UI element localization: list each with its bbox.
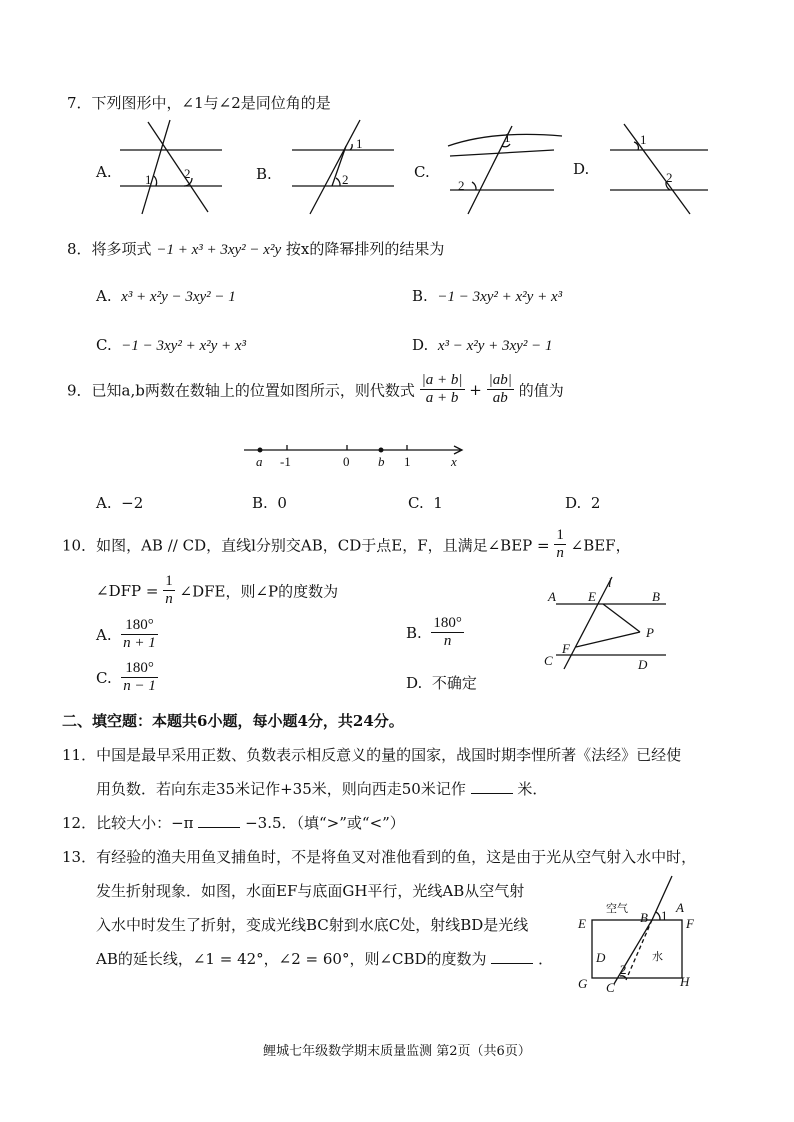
q9-option-b-text: 0 bbox=[277, 494, 287, 512]
q7-c-angle-2: 2 bbox=[458, 178, 465, 193]
q13-line4-suffix: ． bbox=[538, 950, 554, 968]
q8-option-d-label: D. bbox=[412, 336, 429, 354]
q13-label-b: B bbox=[640, 910, 648, 925]
q9-fraction-1-numerator: |a + b| bbox=[420, 372, 465, 390]
q13-label-a: A bbox=[676, 900, 684, 915]
q13-line3: 入水中时发生了折射，变成光线BC射到水底C处，射线BD是光线 bbox=[96, 916, 529, 934]
q11-line2-prefix: 用负数．若向东走35米记作+35米，则向西走50米记作 bbox=[96, 780, 466, 798]
q10-line2-suffix: ∠DFE，则∠P的度数为 bbox=[179, 582, 339, 601]
q8-option-a-label: A. bbox=[96, 287, 112, 305]
q9-axis-1: 1 bbox=[404, 454, 411, 469]
q13-label-e: E bbox=[578, 916, 586, 931]
q8-option-c bbox=[96, 336, 246, 355]
q7-d-angle-1: 1 bbox=[640, 132, 647, 147]
q7-figure-c bbox=[444, 118, 564, 218]
q10-option-b-fraction bbox=[431, 615, 464, 651]
q10-option-a-numerator: 180° bbox=[121, 617, 158, 635]
q9-stem-prefix: 9．已知a,b两数在数轴上的位置如图所示，则代数式 bbox=[67, 381, 415, 400]
q10-option-a-label: A. bbox=[96, 625, 112, 644]
q10-option-c-fraction bbox=[121, 660, 158, 696]
q10-fraction-1-numerator: 1 bbox=[554, 527, 566, 545]
q8-stem-suffix: 按x的降幂排列的结果为 bbox=[285, 240, 445, 258]
q9-number-line bbox=[240, 440, 470, 474]
q9-fraction-2-numerator: |ab| bbox=[487, 372, 514, 390]
q12-answer-blank[interactable] bbox=[198, 813, 240, 828]
q10-fraction-1-denominator: n bbox=[556, 545, 564, 562]
q12-prefix: 12．比较大小：−π bbox=[62, 814, 194, 832]
q9-option-a bbox=[96, 494, 143, 512]
q7-c-angle-1: 1 bbox=[504, 130, 511, 145]
q13-label-air: 空气 bbox=[606, 902, 628, 915]
q7-option-d-label: D. bbox=[573, 160, 590, 178]
q10-option-b bbox=[406, 615, 464, 651]
q9-fraction-1-denominator: a + b bbox=[425, 390, 459, 407]
q13-figure bbox=[576, 872, 696, 994]
q10-label-a: A bbox=[548, 589, 556, 604]
q7-b-angle-1: 1 bbox=[356, 136, 363, 151]
q9-option-b-label: B. bbox=[252, 494, 268, 512]
q7-a-angle-2: 2 bbox=[184, 166, 191, 181]
q9-option-c-text: 1 bbox=[433, 494, 443, 512]
q9-axis-b: b bbox=[378, 454, 385, 469]
q10-fraction-2 bbox=[163, 573, 175, 609]
q8-option-b-text: −1 − 3xy² + x²y + x³ bbox=[437, 289, 563, 305]
q10-option-d-text: 不确定 bbox=[431, 674, 477, 692]
q13-label-d: D bbox=[596, 950, 606, 965]
q13-label-water: 水 bbox=[652, 950, 663, 963]
section-2-title: 二、填空题：本题共6小题，每小题4分，共24分。 bbox=[62, 712, 404, 730]
q10-option-c bbox=[96, 660, 158, 696]
q13-line2: 发生折射现象．如图，水面EF与底面GH平行，光线AB从空气射 bbox=[96, 882, 525, 900]
q9-option-b bbox=[252, 494, 287, 512]
q13-line4-prefix: AB的延长线，∠1 = 42°，∠2 = 60°，则∠CBD的度数为 bbox=[96, 950, 487, 968]
q10-option-b-label: B. bbox=[406, 623, 422, 642]
q8-option-b-label: B. bbox=[412, 287, 428, 305]
q11-line2 bbox=[96, 778, 547, 799]
page-footer: 鲤城七年级数学期末质量监测 第2页（共6页） bbox=[263, 1044, 531, 1059]
q13-line1: 13．有经验的渔夫用鱼叉捕鱼时，不是将鱼叉对准他看到的鱼，这是由于光从空气射入水中时， bbox=[62, 848, 697, 866]
q11-answer-blank[interactable] bbox=[471, 779, 513, 794]
q13-angle-1: 1 bbox=[661, 908, 668, 923]
q10-option-d bbox=[406, 672, 477, 693]
q8-stem-prefix: 8．将多项式 bbox=[67, 240, 152, 258]
q13-label-h: H bbox=[680, 974, 690, 989]
q9-option-c-label: C. bbox=[408, 494, 424, 512]
q10-option-d-label: D. bbox=[406, 674, 423, 692]
q7-option-c-label: C. bbox=[414, 163, 430, 181]
q10-line1 bbox=[62, 527, 631, 563]
q9-plus: + bbox=[469, 380, 482, 399]
q8-option-b bbox=[412, 287, 562, 306]
q9-axis-x: x bbox=[451, 454, 457, 469]
q8-option-a-text: x³ + x²y − 3xy² − 1 bbox=[121, 289, 236, 305]
q9-option-d-label: D. bbox=[565, 494, 582, 512]
q12-suffix: −3.5．（填“>”或“<”） bbox=[245, 814, 405, 832]
q10-option-c-numerator: 180° bbox=[121, 660, 158, 678]
q10-line2-prefix: ∠DFP = bbox=[96, 581, 159, 600]
q7-b-angle-2: 2 bbox=[342, 172, 349, 187]
q13-line4 bbox=[96, 948, 553, 969]
q13-label-g: G bbox=[578, 976, 588, 991]
q13-angle-2: 2 bbox=[620, 962, 627, 977]
q8-option-d-text: x³ − x²y + 3xy² − 1 bbox=[437, 338, 553, 354]
q9-fraction-2 bbox=[487, 372, 514, 408]
q8-option-c-label: C. bbox=[96, 336, 112, 354]
q8-polynomial: −1 + x³ + 3xy² − x²y bbox=[156, 242, 282, 258]
q10-label-p: P bbox=[646, 625, 654, 640]
q13-answer-blank[interactable] bbox=[491, 949, 533, 964]
q8-stem bbox=[67, 238, 444, 259]
q9-fraction-2-denominator: ab bbox=[492, 390, 508, 407]
q9-option-a-text: −2 bbox=[121, 494, 144, 512]
q9-option-d bbox=[565, 494, 600, 512]
q10-line2 bbox=[96, 573, 338, 609]
q10-option-a-denominator: n + 1 bbox=[123, 635, 156, 652]
q10-option-b-denominator: n bbox=[443, 633, 452, 650]
q11-line2-suffix: 米． bbox=[517, 780, 548, 798]
q10-label-e: E bbox=[588, 589, 596, 604]
q9-option-c bbox=[408, 494, 443, 512]
q10-figure bbox=[540, 575, 680, 675]
q9-fraction-1 bbox=[420, 372, 465, 408]
q9-option-d-text: 2 bbox=[590, 494, 601, 512]
q8-option-d bbox=[412, 336, 552, 355]
q7-stem: 7．下列图形中，∠1与∠2是同位角的是 bbox=[67, 94, 331, 112]
q7-figure-b bbox=[290, 118, 400, 218]
q7-figure-d bbox=[604, 118, 714, 218]
q10-fraction-2-numerator: 1 bbox=[163, 573, 175, 591]
q7-a-angle-1: 1 bbox=[145, 172, 152, 187]
q10-option-c-label: C. bbox=[96, 668, 112, 687]
q11-line1: 11．中国是最早采用正数、负数表示相反意义的量的国家，战国时期李悝所著《法经》已经使 bbox=[62, 746, 682, 764]
q9-stem bbox=[67, 372, 564, 408]
q8-option-c-text: −1 − 3xy² + x²y + x³ bbox=[121, 338, 247, 354]
q10-label-d: D bbox=[638, 657, 648, 672]
q13-label-c: C bbox=[606, 980, 615, 995]
q10-option-a bbox=[96, 617, 158, 653]
q12-line bbox=[62, 812, 405, 833]
q10-fraction-1 bbox=[554, 527, 566, 563]
q9-axis-0: 0 bbox=[343, 454, 350, 469]
q10-label-f: F bbox=[562, 641, 570, 656]
q10-label-l: l bbox=[608, 575, 612, 590]
q10-option-b-numerator: 180° bbox=[431, 615, 464, 633]
q10-option-c-denominator: n − 1 bbox=[123, 678, 156, 695]
q7-d-angle-2: 2 bbox=[666, 170, 673, 185]
q9-axis-minus-1: -1 bbox=[280, 454, 291, 469]
q10-option-a-fraction bbox=[121, 617, 158, 653]
q10-line1-prefix: 10．如图，AB // CD，直线l分别交AB，CD于点E，F，且满足∠BEP = bbox=[62, 536, 550, 555]
q9-option-a-label: A. bbox=[96, 494, 112, 512]
q7-figure-a bbox=[118, 118, 228, 218]
q10-label-c: C bbox=[544, 653, 553, 668]
q13-label-f: F bbox=[686, 916, 694, 931]
q10-line1-suffix: ∠BEF， bbox=[570, 536, 631, 555]
q7-option-a-label: A. bbox=[96, 163, 112, 181]
q8-option-a bbox=[96, 287, 236, 306]
q10-label-b: B bbox=[652, 589, 660, 604]
q10-fraction-2-denominator: n bbox=[165, 591, 173, 608]
q7-option-b-label: B. bbox=[256, 165, 272, 183]
q9-axis-a: a bbox=[256, 454, 263, 469]
q9-stem-suffix: 的值为 bbox=[518, 381, 564, 400]
